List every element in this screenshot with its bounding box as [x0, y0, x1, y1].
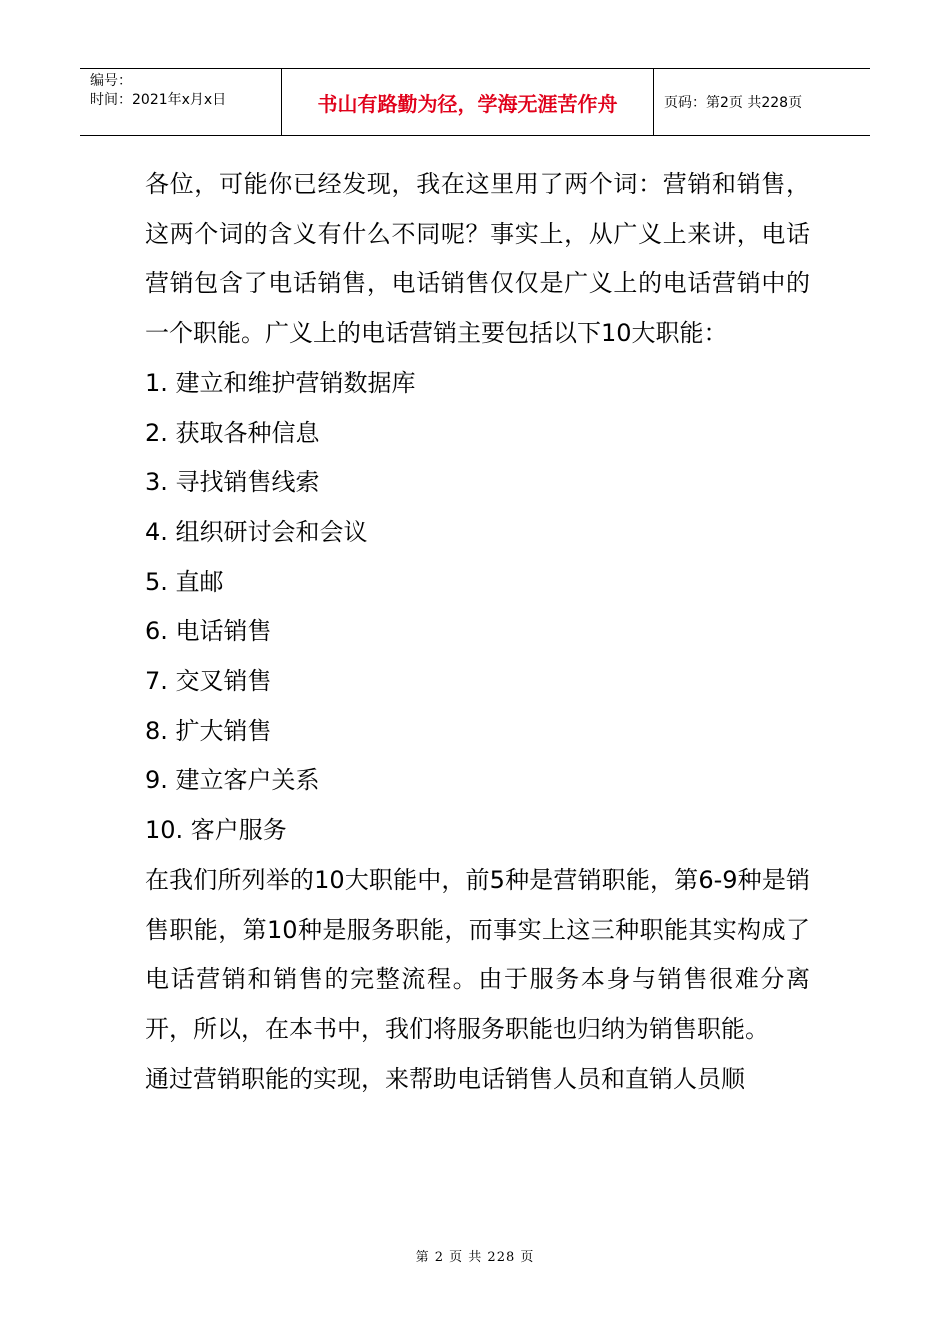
header-meta: [80, 69, 282, 135]
intro-paragraph: 各位，可能你已经发现，我在这里用了两个词：营销和销售，这两个词的含义有什么不同呢？事实上，从广义上来讲，电话营销包含了电话销售，电话销售仅仅是广义上的电话营销中的一个职能。广义上的电话营销主要包括以下10大职能：: [145, 170, 810, 348]
page-header: [80, 68, 870, 136]
summary-paragraph: 在我们所列举的10大职能中，前5种是营销职能，第6-9种是销售职能，第10种是服务职能，而事实上这三种职能其实构成了电话营销和销售的完整流程。由于服务本身与销售很难分离开，所以，在本书中，我们将服务职能也归纳为销售职能。: [145, 865, 810, 1043]
list-item: 7. 交叉销售: [145, 667, 272, 696]
list-item: 3. 寻找销售线索: [145, 468, 320, 497]
list-item: 10. 客户服务: [145, 816, 287, 845]
list-item: 5. 直邮: [145, 567, 224, 596]
header-motto: 书山有路勤为径，学海无涯苦作舟: [282, 69, 654, 135]
list-item: 9. 建立客户关系: [145, 766, 320, 795]
list-item: 8. 扩大销售: [145, 716, 272, 745]
closing-paragraph: 通过营销职能的实现，来帮助电话销售人员和直销人员顺: [145, 1064, 745, 1093]
document-body: [145, 160, 810, 1104]
list-item: 1. 建立和维护营销数据库: [145, 368, 416, 397]
document-number-label: 编号：: [90, 73, 132, 89]
page-footer: 第 2 页 共 228 页: [415, 1250, 535, 1265]
list-item: 4. 组织研讨会和会议: [145, 517, 368, 546]
list-item: 2. 获取各种信息: [145, 418, 320, 447]
list-item: 6. 电话销售: [145, 617, 272, 646]
header-page-info: 页码：第2页 共228页: [664, 95, 803, 111]
document-date: 时间：2021年x月x日: [90, 92, 227, 108]
